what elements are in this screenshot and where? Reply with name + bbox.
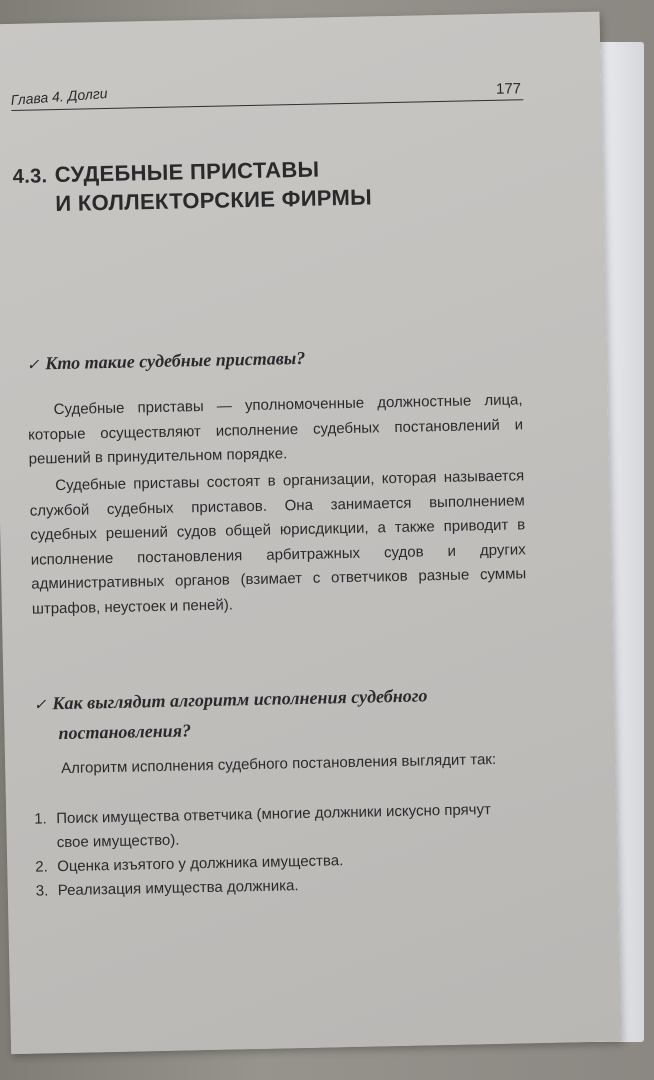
list-item-number: 1. [34, 810, 47, 828]
section-heading [12, 153, 433, 219]
list-item-text: Поиск имущества ответчика (многие должники искусно прячут свое имущество). [56, 801, 492, 852]
list-item-number: 2. [35, 858, 48, 876]
list-item-text: Оценка изъятого у должника имущества. [57, 852, 344, 876]
question-1-text: Кто такие судебные приставы? [44, 347, 306, 374]
running-head [11, 75, 523, 111]
paragraph-1: Судебные приставы — уполномоченные должностные лица, которые осуществляют исполнение судебных постановлений и решений в принудительном порядке. [28, 391, 524, 468]
section-title-line1: СУДЕБНЫЕ ПРИСТАВЫ [54, 156, 320, 188]
question-2-text-line1: Как выглядит алгоритм исполнения судебного [52, 685, 428, 714]
list-item-number: 3. [35, 882, 49, 900]
algorithm-intro: Алгоритм исполнения судебного постановления выглядит так: [61, 750, 497, 778]
algorithm-steps-list [34, 797, 526, 903]
section-title-line2: И КОЛЛЕКТОРСКИЕ ФИРМЫ [55, 184, 373, 217]
paragraph-2: Судебные приставы состоят в организации, которая называется службой судебных приставов. Она занимается выполнением судебных решений судов общей юрисдикции, а также приводит в исполнение постановления арбитражных судов и других административных органов (взимает с ответчиков разные суммы штрафов, неустоек и пеней). [29, 467, 527, 618]
question-heading-2 [34, 680, 515, 748]
list-item-text: Реализация имущества должника. [57, 877, 299, 900]
section-number: 4.3. [12, 165, 48, 188]
book-page [0, 12, 621, 1055]
checkmark-icon: ✓ [26, 357, 40, 374]
question-heading-1 [26, 340, 507, 380]
chapter-title: Глава 4. Долги [10, 84, 108, 108]
checkmark-icon: ✓ [33, 697, 47, 714]
question-2-text-line2: постановления? [58, 720, 192, 744]
page-number: 177 [495, 80, 522, 98]
